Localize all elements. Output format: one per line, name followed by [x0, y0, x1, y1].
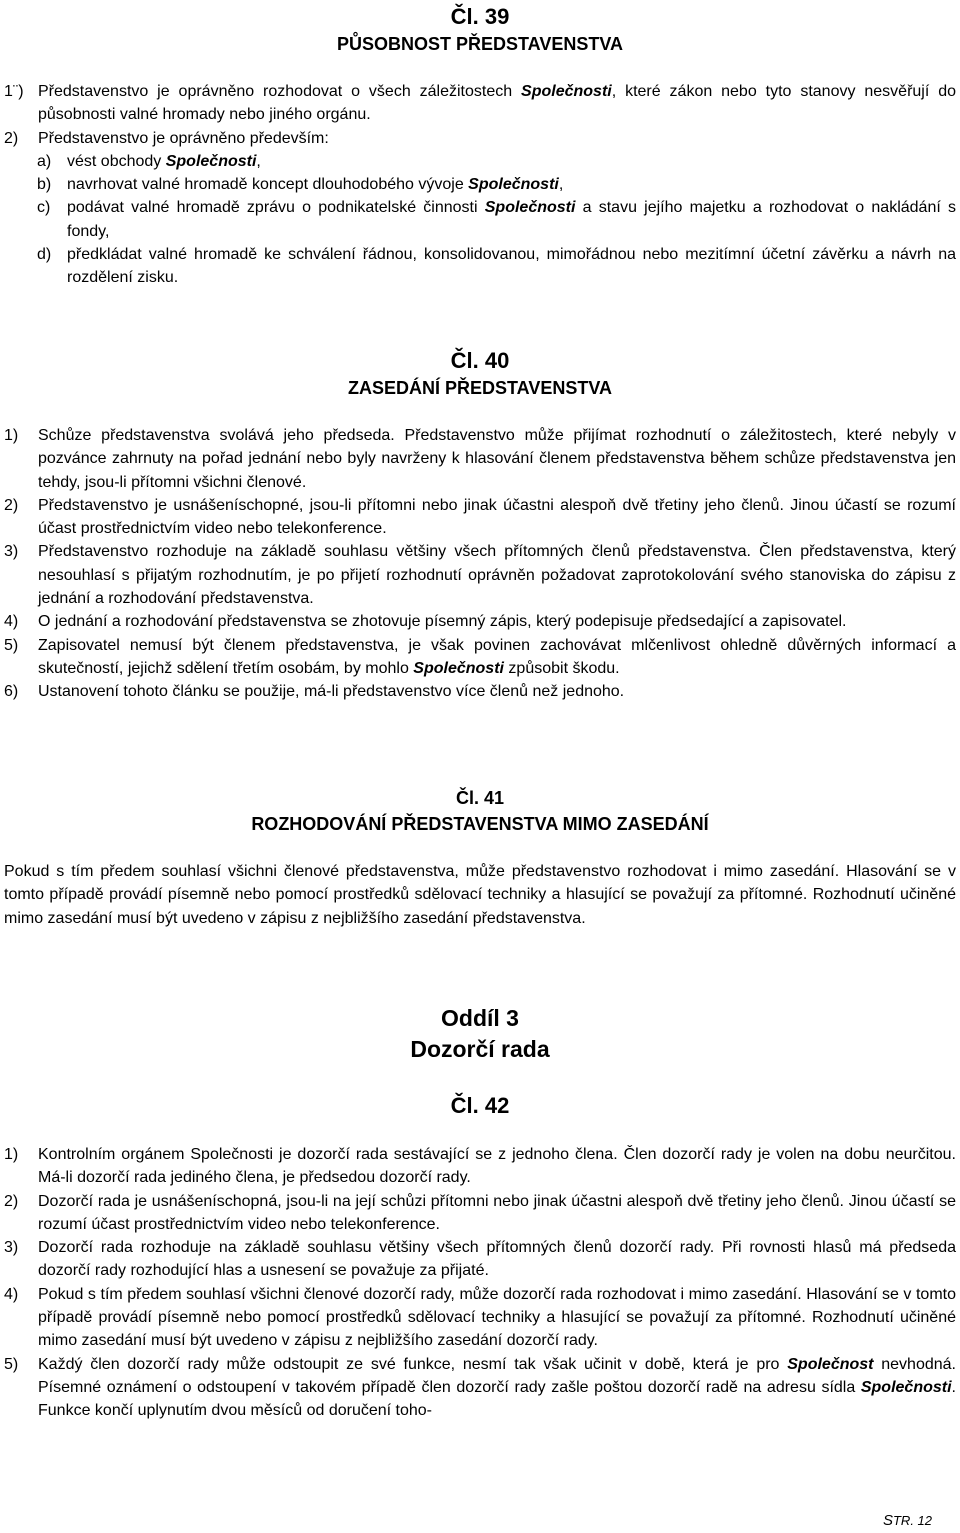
paragraph-5: 5) Zapisovatel nemusí být členem představenstva, je však povinen zachovávat mlčenlivost ohledně důvěrných informací a skutečností, jejichž sdělení třetím osobám, by mohlo Společnosti způsobit škodu. — [4, 634, 956, 681]
paragraph-2: 2) Představenstvo je usnášeníschopné, jsou-li přítomni nebo jinak účastni alespoň dvě třetiny jeho členů. Jinou účastí se rozumí účast prostřednictvím video nebo telekonference. — [4, 494, 956, 541]
article-number: Čl. 40 — [450, 348, 510, 373]
paragraph-6: 6) Ustanovení tohoto článku se použije, má-li představenstvo více členů než jednoho. — [4, 680, 956, 703]
paragraph-number: 4) — [4, 1285, 19, 1303]
paragraph-4: 4) Pokud s tím předem souhlasí všichni členové dozorčí rady, může dozorčí rada rozhodovat i mimo zasedání. Hlasování se v tomto případě provádí písemně nebo pomocí prostředků sdělovací techniky a hlasující se považují za přítomné. Rozhodnutí učiněné mimo zasedání musí být uvedeno v zápisu z nejbližšího zasedání dozorčí rady. — [4, 1283, 956, 1353]
article-title: ROZHODOVÁNÍ PŘEDSTAVENSTVA MIMO ZASEDÁNÍ — [251, 814, 709, 834]
article-39-body — [4, 80, 956, 290]
paragraph-4: 4) O jednání a rozhodování představenstva se zhotovuje písemný zápis, který podepisuje předsedající a zapisovatel. — [4, 610, 956, 633]
paragraph-2: 2) Dozorčí rada je usnášeníschopná, jsou-li na její schůzi přítomni nebo jinak účastni alespoň dvě třetiny jeho členů. Jinou účastí se rozumí účast prostřednictvím video nebo telekonference. — [4, 1190, 956, 1237]
article-42-body — [4, 1143, 956, 1423]
paragraph-number: 3) — [4, 543, 19, 561]
paragraph-3: 3) Dozorčí rada rozhoduje na základě souhlasu většiny všech přítomných členů dozorčí rady. Při rovnosti hlasů má předseda dozorčí rady rozhodující hlas a usnesení se považuje za přijaté. — [4, 1236, 956, 1283]
paragraph-3: 3) Představenstvo rozhoduje na základě souhlasu většiny všech přítomných členů představenstva. Člen představenstva, který nesouhlasí s přijatým rozhodnutím, je po přijetí rozhodnutí oprávněn požadovat zaprotokolování svého stanoviska do zápisu z jednání a rozhodování představenstva. — [4, 540, 956, 610]
page-number: STR. 12 — [882, 1512, 932, 1529]
paragraph-2: 2) Představenstvo je oprávněno především: — [4, 127, 956, 150]
sub-item-a: a) vést obchody Společnosti, — [37, 150, 956, 173]
article-number: Čl. 42 — [450, 1093, 510, 1118]
sub-item-b: b) navrhovat valné hromadě koncept dlouhodobého vývoje Společnosti, — [37, 173, 956, 196]
paragraph-number: 1) — [4, 427, 19, 444]
paragraph-number: 2) — [4, 496, 19, 514]
sub-item-letter: b) — [37, 176, 52, 194]
paragraph-number: 2) — [4, 1192, 19, 1210]
paragraph-number: 6) — [4, 683, 19, 701]
division-title: Dozorčí rada — [410, 1036, 550, 1062]
paragraph-number: 3) — [4, 1239, 19, 1257]
sub-item-letter: c) — [37, 199, 51, 217]
article-42 — [0, 1093, 960, 1119]
sub-item-c: c) podávat valné hromadě zprávu o podnikatelské činnosti Společnosti a stavu jejího majetku a rozhodovat o nakládání s fondy, — [37, 196, 956, 243]
article-40 — [0, 348, 960, 400]
paragraph-number: 1) — [4, 1146, 19, 1163]
article-39 — [0, 4, 960, 56]
paragraph-1: 1¨) Představenstvo je oprávněno rozhodovat o všech záležitostech Společnosti, které zákon nebo tyto stanovy nesvěřují do působnosti valné hromady nebo jiného orgánu. — [4, 80, 956, 127]
paragraph-number: 5) — [4, 636, 19, 654]
sub-item-letter: a) — [37, 152, 52, 170]
paragraph-number: 5) — [4, 1355, 19, 1373]
paragraph-1: 1) Schůze představenstva svolává jeho předseda. Představenstvo může přijímat rozhodnutí o záležitostech, které nebyly v pozvánce zahrnuty na pořad jednání nebo byly navrženy k hlasování členem představenstva během schůze představenstva jen tehdy, jsou-li přítomni všichni členové. — [4, 424, 956, 494]
article-title: PŮSOBNOST PŘEDSTAVENSTVA — [336, 34, 624, 54]
division-3 — [0, 1003, 960, 1065]
sub-item-letter: d) — [37, 246, 52, 264]
article-41-body — [4, 860, 956, 930]
sub-item-d: d) předkládat valné hromadě ke schválení řádnou, konsolidovanou, mimořádnou nebo mezitímní účetní závěrku a návrh na rozdělení zisku. — [37, 243, 956, 290]
article-41-text: Pokud s tím předem souhlasí všichni členové představenstva, může představenstvo rozhodovat i mimo zasedání. Hlasování se v tomto případě provádí písemně nebo pomocí prostředků sdělovací techniky a hlasující se považují za přítomné. Rozhodnutí učiněné mimo zasedání musí být uvedeno v zápisu z nejbližšího zasedání představenstva. — [4, 863, 956, 927]
paragraph-1: 1) Kontrolním orgánem Společnosti je dozorčí rada sestávající se z jednoho člena. Člen dozorčí rady je volen na dobu neurčitou. Má-li dozorčí rada jediného člena, je předsedou dozorčí rady. — [4, 1143, 956, 1190]
division-number: Oddíl 3 — [441, 1005, 519, 1031]
article-40-body — [4, 424, 956, 704]
article-number: Čl. 41 — [455, 788, 505, 808]
paragraph-number: 2) — [4, 129, 19, 147]
article-41 — [0, 786, 960, 836]
paragraph-number: 1¨) — [4, 83, 24, 100]
article-title: ZASEDÁNÍ PŘEDSTAVENSTVA — [347, 378, 613, 398]
article-number: Čl. 39 — [450, 4, 510, 29]
paragraph-number: 4) — [4, 613, 19, 631]
paragraph-5: 5) Každý člen dozorčí rady může odstoupit ze své funkce, nesmí tak však učinit v době, která je pro Společnost nevhodná. Písemné oznámení o odstoupení v takovém případě člen dozorčí rady zašle poštou dozorčí radě na adresu sídla Společnosti. Funkce končí uplynutím dvou měsíců od doručení toho- — [4, 1353, 956, 1423]
